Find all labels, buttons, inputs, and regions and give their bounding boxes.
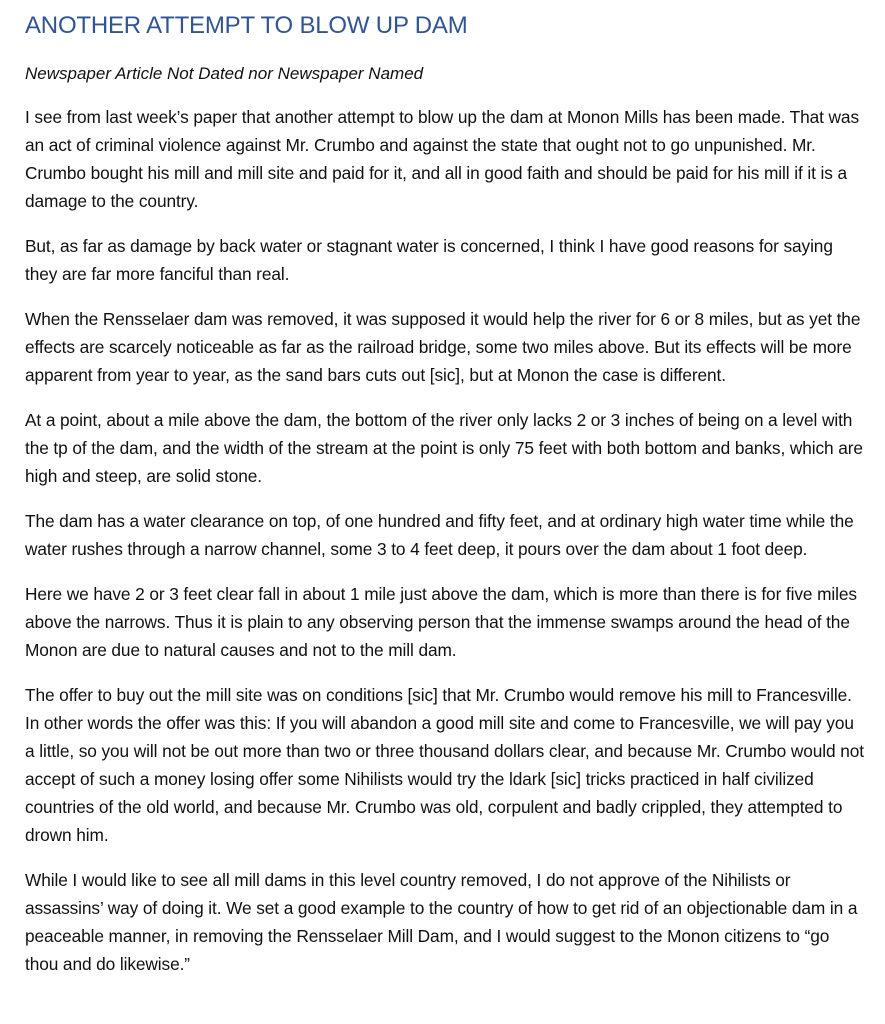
article-paragraph-3: When the Rensselaer dam was removed, it was supposed it would help the river for 6 or 8 miles, but as yet the effects are scarcely noticeable as far as the railroad bridge, some two miles above. But its effects will be more apparent from year to year, as the sand bars cuts out [sic], but at Monon the case is different. bbox=[25, 309, 861, 385]
article-title: ANOTHER ATTEMPT TO BLOW UP DAM bbox=[25, 12, 468, 39]
article-paragraph-8: While I would like to see all mill dams in this level country removed, I do not approve of the Nihilists or assassins’ way of doing it. We set a good example to the country of how to get rid of an objectionable dam in a peaceable manner, in removing the Rensselaer Mill Dam, and I would suggest to the Monon citizens to “go thou and do likewise.” bbox=[25, 870, 858, 974]
article-paragraph-2: But, as far as damage by back water or stagnant water is concerned, I think I have good reasons for saying they are far more fanciful than real. bbox=[25, 236, 833, 284]
article-paragraph-4: At a point, about a mile above the dam, the bottom of the river only lacks 2 or 3 inches of being on a level with the tp of the dam, and the width of the stream at the point is only 75 feet with both bottom and banks, which are high and steep, are solid stone. bbox=[25, 410, 863, 486]
article-paragraph-6: Here we have 2 or 3 feet clear fall in about 1 mile just above the dam, which is more than there is for five miles above the narrows. Thus it is plain to any observing person that the immense swamps around the head of the Monon are due to natural causes and not to the mill dam. bbox=[25, 584, 857, 660]
article-paragraph-1: I see from last week’s paper that another attempt to blow up the dam at Monon Mills has been made. That was an act of criminal violence against Mr. Crumbo and against the state that ought not to go unpunished. Mr. Crumbo bought his mill and mill site and paid for it, and all in good faith and should be paid for his mill if it is a damage to the country. bbox=[25, 107, 859, 211]
article-subtitle: Newspaper Article Not Dated nor Newspaper Named bbox=[25, 64, 424, 83]
article-paragraph-7: The offer to buy out the mill site was on conditions [sic] that Mr. Crumbo would remove his mill to Francesville. In other words the offer was this: If you will abandon a good mill site and come to Francesville, we will pay you a little, so you will not be out more than two or three thousand dollars clear, and because Mr. Crumbo would not accept of such a money losing offer some Nihilists would try the ldark [sic] tricks practiced in half civilized countries of the old world, and because Mr. Crumbo was old, corpulent and badly crippled, they attempted to drown him. bbox=[25, 685, 864, 845]
article-paragraph-5: The dam has a water clearance on top, of one hundred and fifty feet, and at ordinary high water time while the water rushes through a narrow channel, some 3 to 4 feet deep, it pours over the dam about 1 foot deep. bbox=[25, 511, 854, 559]
